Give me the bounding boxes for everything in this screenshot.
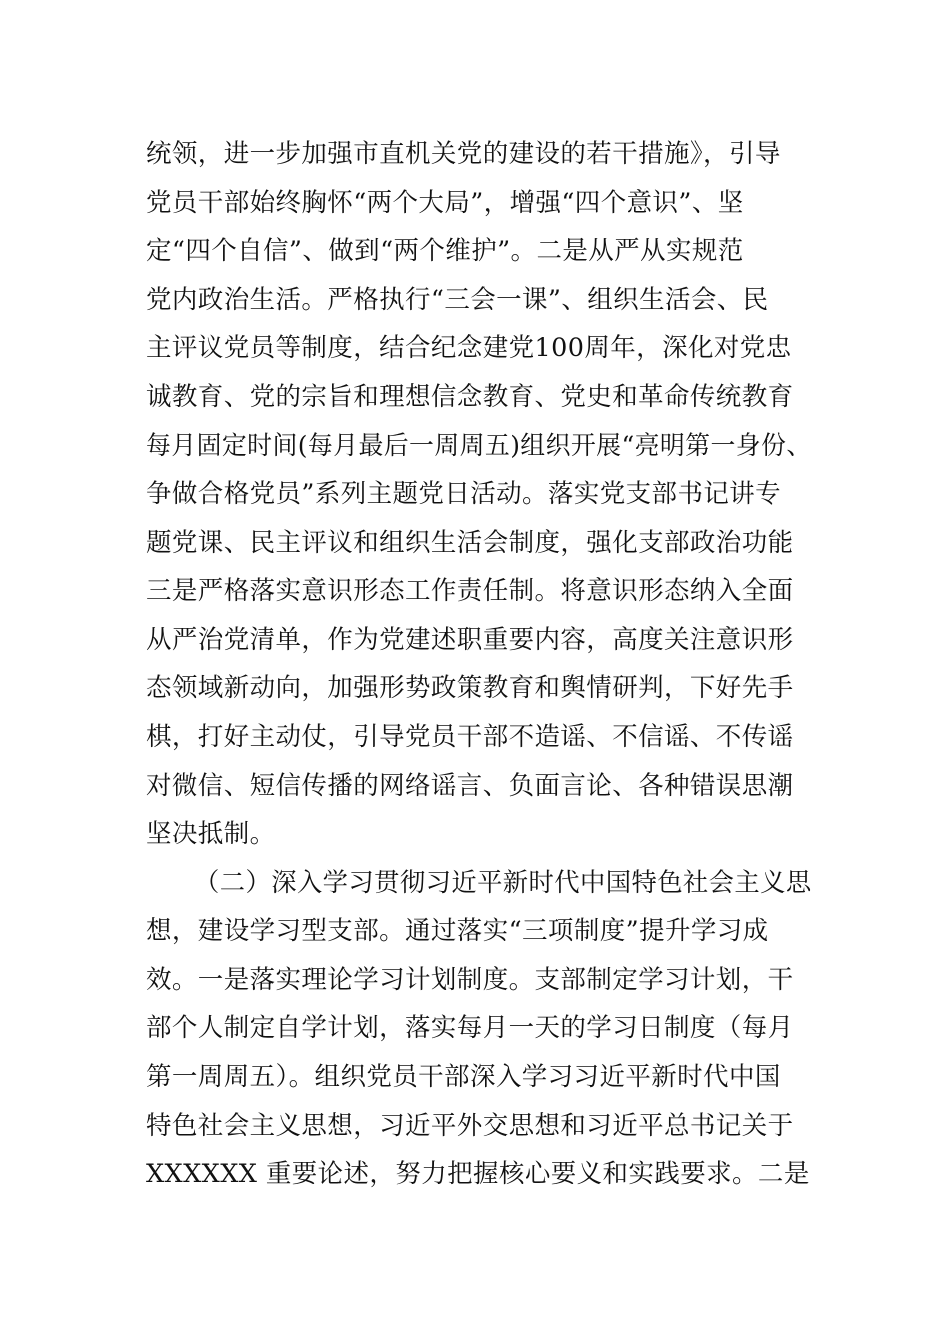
body-text-line: 定“四个自信”、做到“两个维护”。二是从严从实规范 [146,236,744,266]
body-text-line: 党内政治生活。严格执行“三会一课”、组织生活会、民 [146,285,769,315]
body-text-line: 三是严格落实意识形态工作责任制。将意识形态纳入全面 [146,576,794,606]
body-text-line: 态领域新动向，加强形势政策教育和舆情研判，下好先手 [146,673,794,703]
body-text-line: XXXXXX 重要论述，努力把握核心要义和实践要求。二是 [146,1159,810,1189]
section-heading-line: （二）深入学习贯彻习近平新时代中国特色社会主义思 [194,868,812,898]
body-text-line: 统领，进一步加强市直机关党的建设的若干措施》，引导 [146,139,781,169]
body-text-line: 效。一是落实理论学习计划制度。支部制定学习计划，干 [146,965,794,995]
body-text-line: 诚教育、党的宗旨和理想信念教育、党史和革命传统教育 [146,382,794,412]
body-text-line: 棋，打好主动仗，引导党员干部不造谣、不信谣、不传谣 [146,722,794,752]
body-text-line: 争做合格党员”系列主题党日活动。落实党支部书记讲专 [146,479,782,509]
body-text-line: 部个人制定自学计划，落实每月一天的学习日制度（每月 [146,1013,794,1043]
body-text-line: 坚决抵制。 [146,819,276,849]
body-text-line: 特色社会主义思想，习近平外交思想和习近平总书记关于 [146,1111,794,1141]
body-text-line: 主评议党员等制度，结合纪念建党100周年，深化对党忠 [146,333,792,363]
body-text-line: 第一周周五）。组织党员干部深入学习习近平新时代中国 [146,1062,781,1092]
body-text-line: 党员干部始终胸怀“两个大局”，增强“四个意识”、坚 [146,188,744,218]
body-text-line: 对微信、短信传播的网络谣言、负面言论、各种错误思潮 [146,771,794,801]
body-text-line: 题党课、民主评议和组织生活会制度，强化支部政治功能 [146,528,794,558]
body-text-line: 想，建设学习型支部。通过落实“三项制度”提升学习成 [146,916,769,946]
body-text-line: 每月固定时间(每月最后一周周五)组织开展“亮明第一身份、 [146,431,812,461]
body-text-line: 从严治党清单，作为党建述职重要内容，高度关注意识形 [146,625,794,655]
